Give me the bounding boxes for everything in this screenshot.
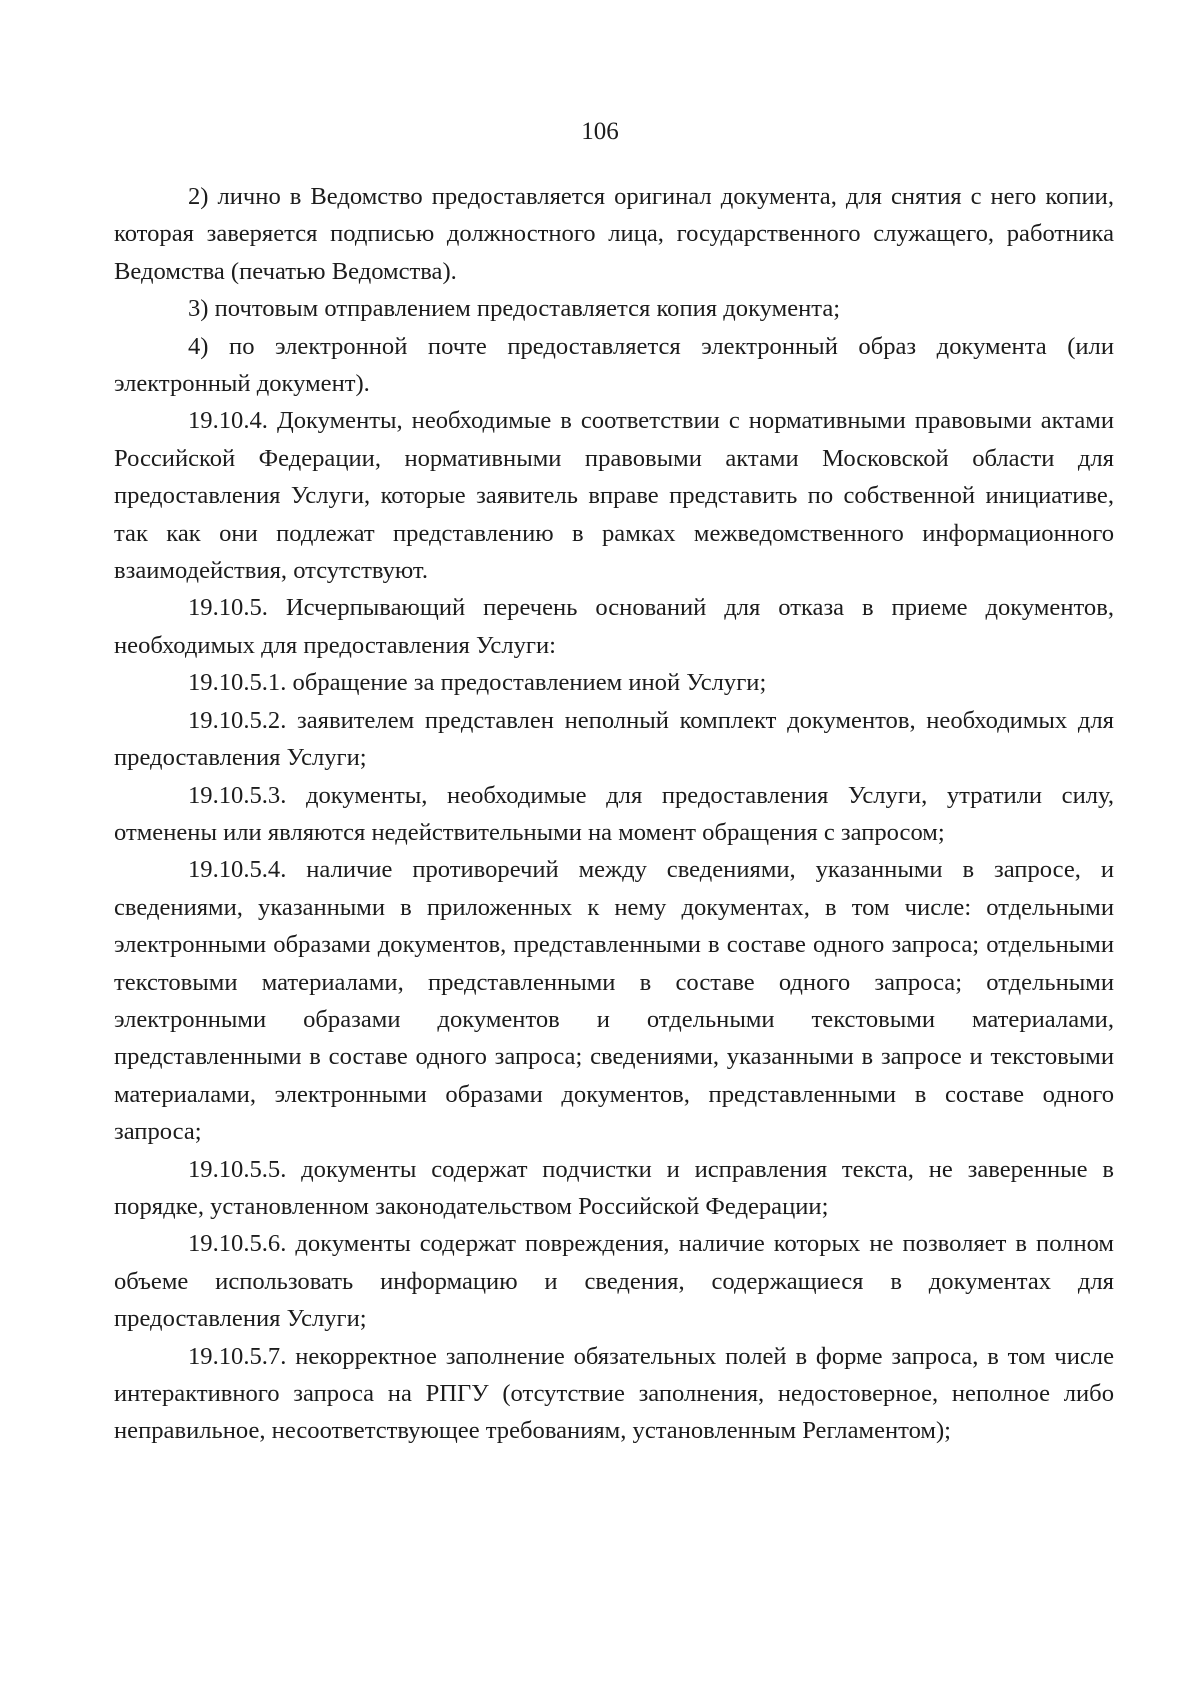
paragraph-19-10-5-4: 19.10.5.4. наличие противоречий между сведениями, указанными в запросе, и сведениями, указанными в приложенных к нему документах, в том числе: отдельными электронными образами документов, представленными в составе одного запроса; отдельными текстовыми материалами, представленными в составе одного запроса; отдельными электронными образами документов и отдельными текстовыми материалами, представленными в составе одного запроса; сведениями, указанными в запросе и текстовыми материалами, электронными образами документов, представленными в составе одного запроса; bbox=[114, 856, 1114, 1146]
paragraph-19-10-5-6: 19.10.5.6. документы содержат повреждения, наличие которых не позволяет в полном объеме использовать информацию и сведения, содержащиеся в документах для предоставления Услуги; bbox=[114, 1230, 1114, 1333]
paragraph-19-10-4: 19.10.4. Документы, необходимые в соответствии с нормативными правовыми актами Российской Федерации, нормативными правовыми актами Московской области для предоставления Услуги, которые заявитель вправе представить по собственной инициативе, так как они подлежат представлению в рамках межведомственного информационного взаимодействия, отсутствуют. bbox=[114, 407, 1114, 585]
paragraph-19-10-5-7: 19.10.5.7. некорректное заполнение обязательных полей в форме запроса, в том числе интерактивного запроса на РПГУ (отсутствие заполнения, недостоверное, неполное либо неправильное, несоответствующее требованиям, установленным Регламентом); bbox=[114, 1342, 1114, 1445]
paragraph-item-4: 4) по электронной почте предоставляется электронный образ документа (или электронный документ). bbox=[114, 332, 1114, 398]
paragraph-19-10-5-1: 19.10.5.1. обращение за предоставлением иной Услуги; bbox=[188, 669, 767, 697]
paragraph-19-10-5: 19.10.5. Исчерпывающий перечень оснований для отказа в приеме документов, необходимых для предоставления Услуги: bbox=[114, 594, 1114, 659]
paragraph-19-10-5-3: 19.10.5.3. документы, необходимые для предоставления Услуги, утратили силу, отменены или являются недействительными на момент обращения с запросом; bbox=[114, 781, 1114, 846]
page-number: 106 bbox=[581, 118, 619, 145]
paragraph-19-10-5-2: 19.10.5.2. заявителем представлен неполный комплект документов, необходимых для предоставления Услуги; bbox=[114, 706, 1114, 772]
paragraph-item-3: 3) почтовым отправлением предоставляется копия документа; bbox=[188, 295, 841, 323]
paragraph-item-2: 2) лично в Ведомство предоставляется оригинал документа, для снятия с него копии, которая заверяется подписью должностного лица, государственного служащего, работника Ведомства (печатью Ведомства). bbox=[114, 183, 1114, 285]
paragraph-19-10-5-5: 19.10.5.5. документы содержат подчистки и исправления текста, не заверенные в порядке, установленном законодательством Российской Федерации; bbox=[114, 1155, 1114, 1220]
document-body bbox=[114, 178, 1114, 1450]
